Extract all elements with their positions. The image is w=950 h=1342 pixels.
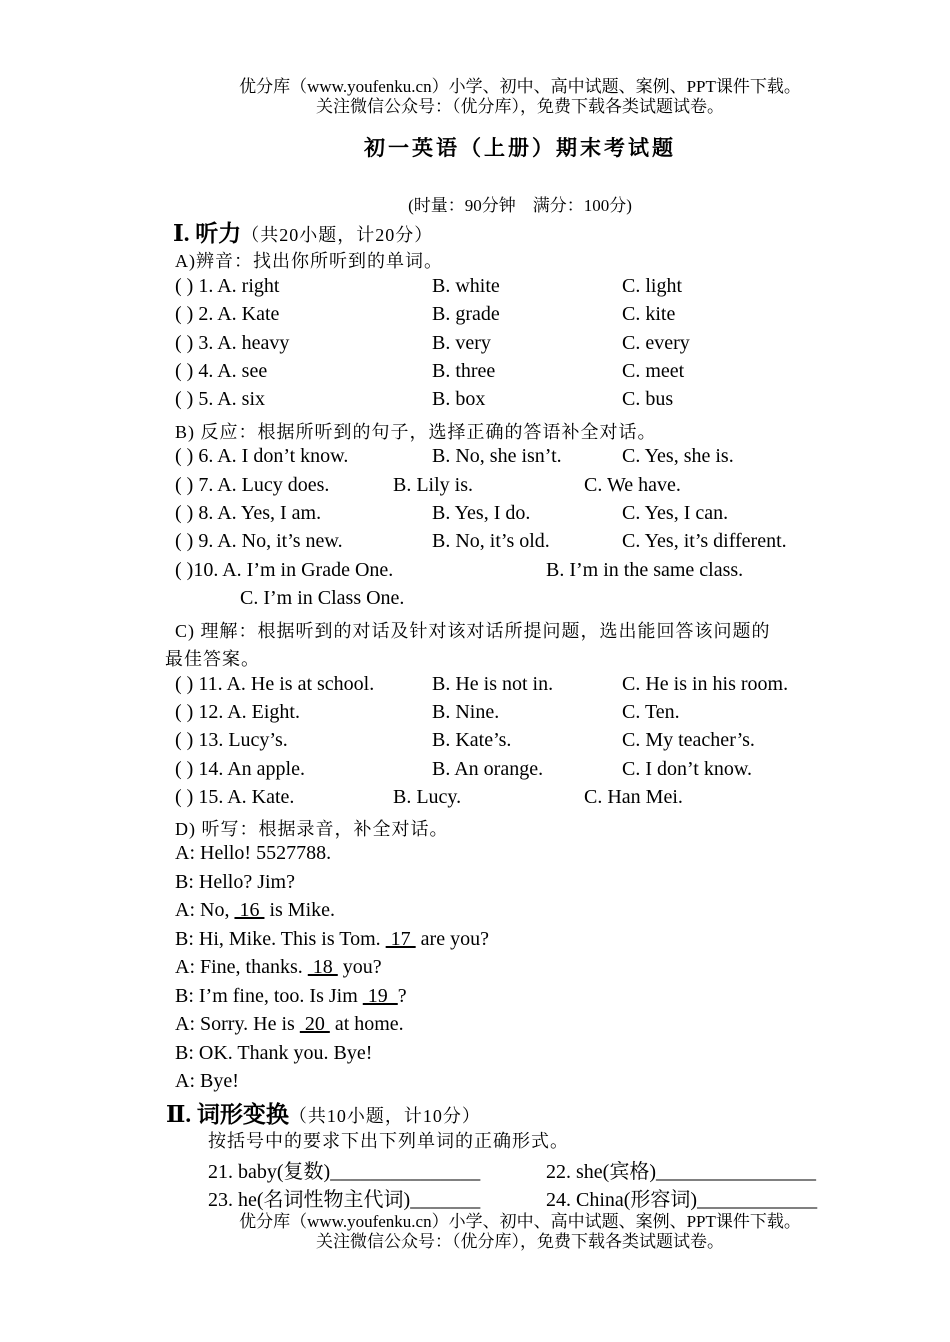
question-6-option-b: B. No, she isn’t. — [432, 445, 562, 467]
blank-17: 17 — [385, 928, 416, 950]
question-11-option-c: C. He is in his room. — [622, 673, 789, 695]
question-5-option-c: C. bus — [622, 388, 674, 410]
question-9-stem: ( ) 9. A. No, it’s new. — [175, 530, 343, 552]
section-2-title: Ⅱ. 词形变换 — [166, 1102, 289, 1127]
question-2-option-b: B. grade — [432, 303, 500, 325]
dialogue-line-2 — [175, 871, 295, 894]
dialogue-text: ? — [397, 985, 407, 1007]
question-7-stem: ( ) 7. A. Lucy does. — [175, 474, 330, 496]
blank-20: 20 — [299, 1013, 330, 1035]
dialogue-text: are you? — [415, 928, 489, 950]
blank-16: 16 — [234, 899, 265, 921]
dialogue-text: A: Sorry. He is — [175, 1013, 300, 1035]
dialogue-text: B: I’m fine, too. Is Jim — [175, 985, 363, 1007]
dialogue-line-7 — [175, 1013, 404, 1036]
part-c-instruction-line-2: 最佳答案。 — [165, 649, 260, 669]
question-9-option-b: B. No, it’s old. — [432, 530, 550, 552]
section-2-note: （共10小题，计10分） — [288, 1106, 481, 1126]
question-15-option-b: B. Lucy. — [393, 786, 462, 808]
question-9-option-c: C. Yes, it’s different. — [622, 530, 787, 552]
question-13-option-b: B. Kate’s. — [432, 729, 512, 751]
dialogue-line-1 — [175, 842, 331, 865]
question-24: 24. China(形容词)____________ — [546, 1189, 818, 1211]
dialogue-text: A: Fine, thanks. — [175, 956, 308, 978]
dialogue-text: is Mike. — [264, 899, 336, 921]
dialogue-line-3 — [175, 899, 335, 922]
blank-19: 19 — [362, 985, 398, 1007]
section-1-title: Ⅰ. 听力 — [173, 221, 242, 246]
part-c-instruction-line-1: C) 理解：根据听到的对话及针对该对话所提问题，选出能回答该问题的 — [175, 621, 771, 641]
section-1-note: （共20小题，计20分） — [241, 225, 434, 245]
question-11-stem: ( ) 11. A. He is at school. — [175, 673, 375, 695]
page-title: 初一英语（上册）期末考试题 — [364, 136, 676, 160]
dialogue-text: B: Hi, Mike. This is Tom. — [175, 928, 386, 950]
question-14-option-b: B. An orange. — [432, 758, 544, 780]
question-5-stem: ( ) 5. A. six — [175, 388, 265, 410]
question-8-option-b: B. Yes, I do. — [432, 502, 531, 524]
question-1-stem: ( ) 1. A. right — [175, 275, 280, 297]
question-1-option-b: B. white — [432, 275, 500, 297]
section-1-heading — [173, 215, 433, 248]
page-subtitle: (时量：90分钟 满分：100分) — [408, 196, 632, 215]
dialogue-text: A: No, — [175, 899, 235, 921]
question-14-option-c: C. I don’t know. — [622, 758, 752, 780]
question-8-stem: ( ) 8. A. Yes, I am. — [175, 502, 322, 524]
part-b-instruction: B) 反应：根据所听到的句子，选择正确的答语补全对话。 — [175, 422, 657, 442]
question-12-stem: ( ) 12. A. Eight. — [175, 701, 300, 723]
dialogue-text: you? — [337, 956, 382, 978]
question-8-option-c: C. Yes, I can. — [622, 502, 729, 524]
question-10-stem: ( )10. A. I’m in Grade One. — [175, 559, 394, 581]
question-6-option-c: C. Yes, she is. — [622, 445, 734, 467]
dialogue-text: at home. — [329, 1013, 404, 1035]
question-12-option-c: C. Ten. — [622, 701, 680, 723]
question-22: 22. she(宾格)________________ — [546, 1161, 816, 1183]
question-13-stem: ( ) 13. Lucy’s. — [175, 729, 288, 751]
question-10-option-c: C. I’m in Class One. — [240, 587, 405, 609]
dialogue-line-6 — [175, 985, 407, 1008]
question-14-stem: ( ) 14. An apple. — [175, 758, 305, 780]
question-10-option-b: B. I’m in the same class. — [546, 559, 744, 581]
question-1-option-c: C. light — [622, 275, 683, 297]
dialogue-line-9 — [175, 1070, 239, 1093]
question-4-option-b: B. three — [432, 360, 496, 382]
header-line-1: 优分库（www.youfenku.cn）小学、初中、高中试题、案例、PPT课件下载。 — [239, 77, 801, 96]
footer-line-1: 优分库（www.youfenku.cn）小学、初中、高中试题、案例、PPT课件下载。 — [239, 1212, 801, 1231]
dialogue-text: A: Hello! 5527788. — [175, 842, 332, 864]
footer-line-2: 关注微信公众号：（优分库），免费下载各类试题试卷。 — [316, 1232, 724, 1251]
question-13-option-c: C. My teacher’s. — [622, 729, 755, 751]
question-23: 23. he(名词性物主代词)_______ — [208, 1189, 481, 1211]
question-12-option-b: B. Nine. — [432, 701, 500, 723]
dialogue-line-4 — [175, 928, 489, 951]
dialogue-text: A: Bye! — [175, 1070, 239, 1092]
question-6-stem: ( ) 6. A. I don’t know. — [175, 445, 349, 467]
question-3-option-c: C. every — [622, 332, 690, 354]
question-2-option-c: C. kite — [622, 303, 676, 325]
dialogue-text: B: OK. Thank you. Bye! — [175, 1042, 373, 1064]
question-7-option-b: B. Lily is. — [393, 474, 474, 496]
part-d-instruction: D) 听写：根据录音，补全对话。 — [175, 819, 449, 839]
question-15-stem: ( ) 15. A. Kate. — [175, 786, 295, 808]
section-2-heading — [166, 1096, 481, 1129]
dialogue-line-5 — [175, 956, 382, 979]
question-5-option-b: B. box — [432, 388, 486, 410]
blank-18: 18 — [307, 956, 338, 978]
question-15-option-c: C. Han Mei. — [584, 786, 683, 808]
part-a-instruction: A)辨音：找出你所听到的单词。 — [175, 251, 443, 271]
question-4-stem: ( ) 4. A. see — [175, 360, 268, 382]
question-4-option-c: C. meet — [622, 360, 685, 382]
header-line-2: 关注微信公众号：（优分库），免费下载各类试题试卷。 — [316, 97, 724, 116]
question-3-stem: ( ) 3. A. heavy — [175, 332, 290, 354]
question-2-stem: ( ) 2. A. Kate — [175, 303, 280, 325]
question-7-option-c: C. We have. — [584, 474, 681, 496]
question-3-option-b: B. very — [432, 332, 491, 354]
dialogue-text: B: Hello? Jim? — [175, 871, 295, 893]
question-11-option-b: B. He is not in. — [432, 673, 554, 695]
question-21: 21. baby(复数)_______________ — [208, 1161, 481, 1183]
dialogue-line-8 — [175, 1042, 372, 1065]
section-2-instruction: 按括号中的要求下出下列单词的正确形式。 — [208, 1131, 569, 1151]
